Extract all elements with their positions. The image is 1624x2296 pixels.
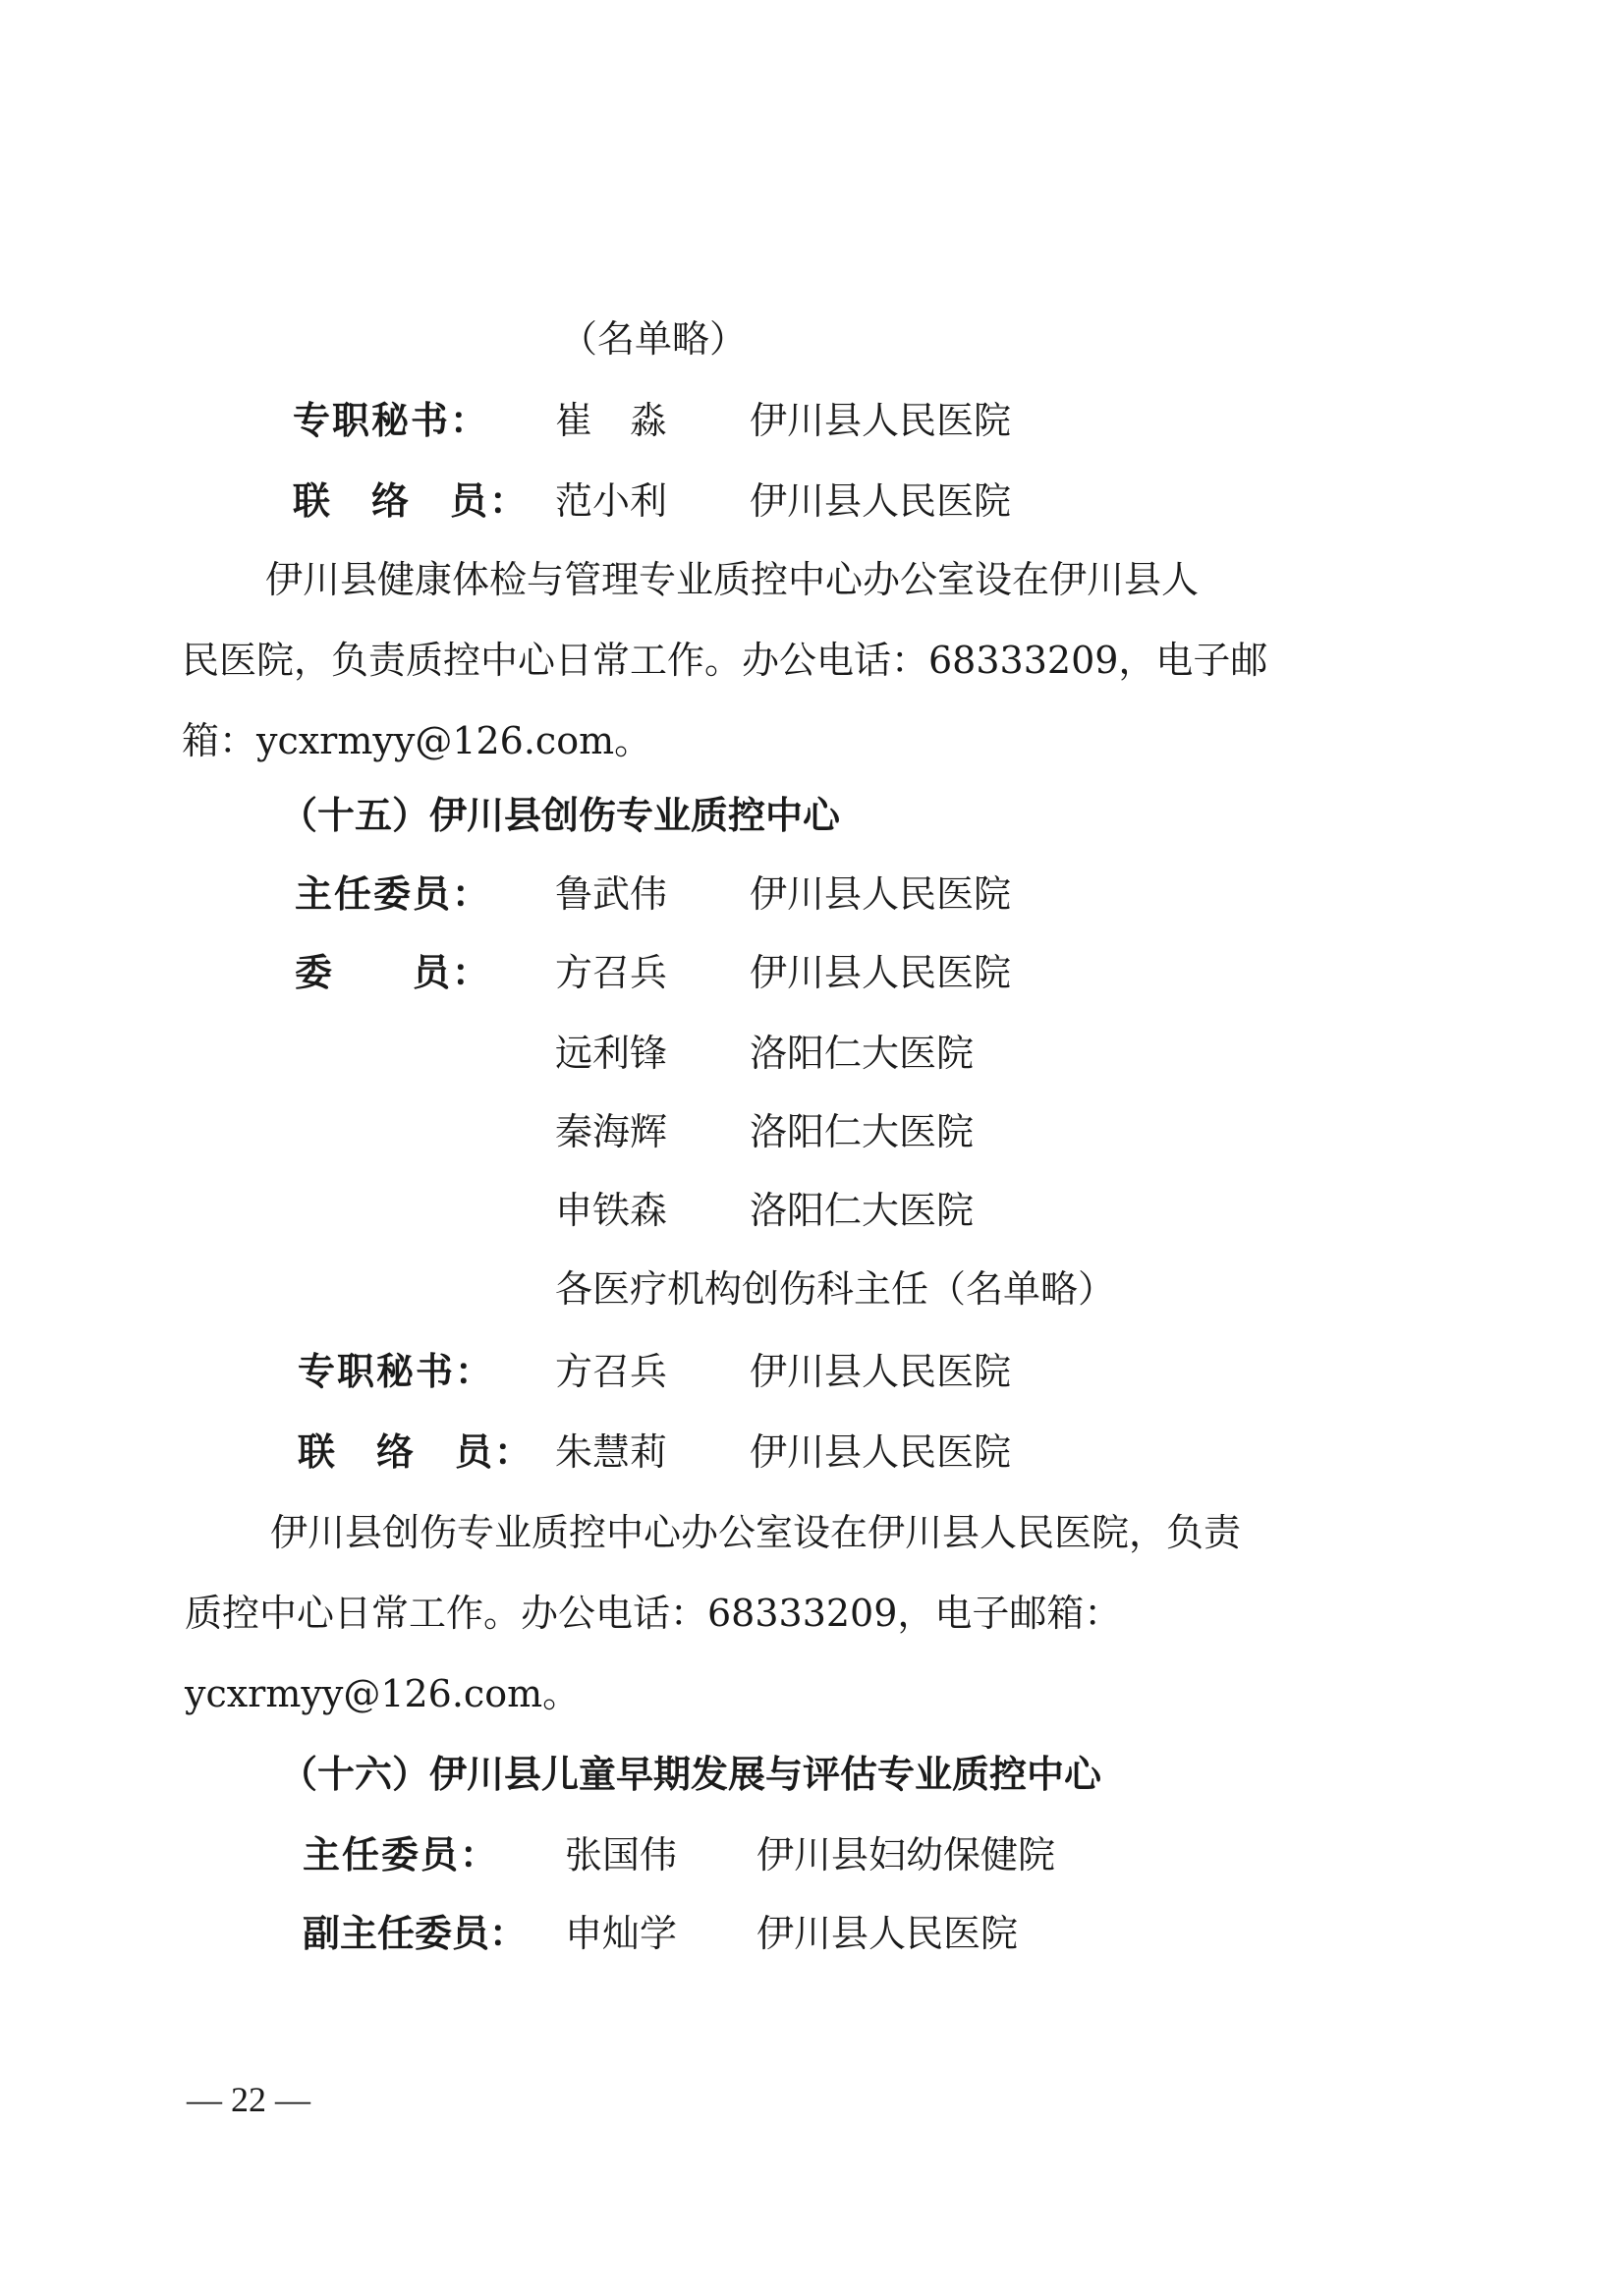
organization: 洛阳仁大医院 (750, 1189, 975, 1232)
office-paragraph-line: ycxrmyy@126.com。 (185, 1672, 581, 1715)
role-label: 主任委员： (303, 1833, 500, 1876)
person-name: 申铁森 (555, 1189, 668, 1232)
office-paragraph-line: 民医院，负责质控中心日常工作。办公电话：68333209，电子邮 (182, 639, 1268, 682)
organization: 伊川县人民医院 (756, 1912, 1019, 1955)
office-paragraph-line: 伊川县健康体检与管理专业质控中心办公室设在伊川县人 (265, 558, 1200, 601)
organization: 伊川县人民医院 (750, 479, 1012, 523)
person-name: 方召兵 (555, 951, 668, 994)
person-name: 张国伟 (565, 1833, 678, 1876)
person-name: 范小利 (555, 479, 668, 523)
person-name: 朱慧莉 (555, 1430, 668, 1474)
role-label: 联 络 员： (293, 479, 530, 523)
role-label: 联 络 员： (298, 1430, 534, 1474)
person-name: 方召兵 (555, 1350, 668, 1393)
role-label: 副主任委员： (303, 1912, 528, 1955)
organization: 伊川县人民医院 (750, 1430, 1012, 1474)
section-heading: （十六）伊川县儿童早期发展与评估专业质控中心 (280, 1753, 1102, 1796)
person-name: 鲁武伟 (555, 872, 668, 916)
person-name: 崔 淼 (555, 399, 668, 442)
organization: 伊川县人民医院 (750, 872, 1012, 916)
organization: 洛阳仁大医院 (750, 1110, 975, 1153)
role-label: 专职秘书： (298, 1350, 495, 1393)
office-paragraph-line: 质控中心日常工作。办公电话：68333209，电子邮箱： (185, 1592, 1122, 1635)
office-paragraph-line: 箱：ycxrmyy@126.com。 (182, 719, 652, 762)
organization: 伊川县人民医院 (750, 399, 1012, 442)
organization: 伊川县人民医院 (750, 951, 1012, 994)
page-number: — 22 — (187, 2080, 310, 2119)
members-omitted-note: 各医疗机构创伤科主任（名单略） (555, 1267, 1116, 1311)
person-name: 秦海辉 (555, 1110, 668, 1153)
organization: 洛阳仁大医院 (750, 1032, 975, 1075)
organization: 伊川县妇幼保健院 (756, 1833, 1056, 1876)
list-omitted-note: （名单略） (560, 317, 748, 361)
role-label: 主任委员： (295, 872, 492, 916)
person-name: 申灿学 (565, 1912, 678, 1955)
office-paragraph-line: 伊川县创伤专业质控中心办公室设在伊川县人民医院，负责 (270, 1511, 1242, 1554)
person-name: 远利锋 (555, 1032, 668, 1075)
section-heading: （十五）伊川县创伤专业质控中心 (280, 794, 841, 837)
role-label: 委 员： (295, 951, 492, 994)
organization: 伊川县人民医院 (750, 1350, 1012, 1393)
role-label: 专职秘书： (293, 399, 490, 442)
